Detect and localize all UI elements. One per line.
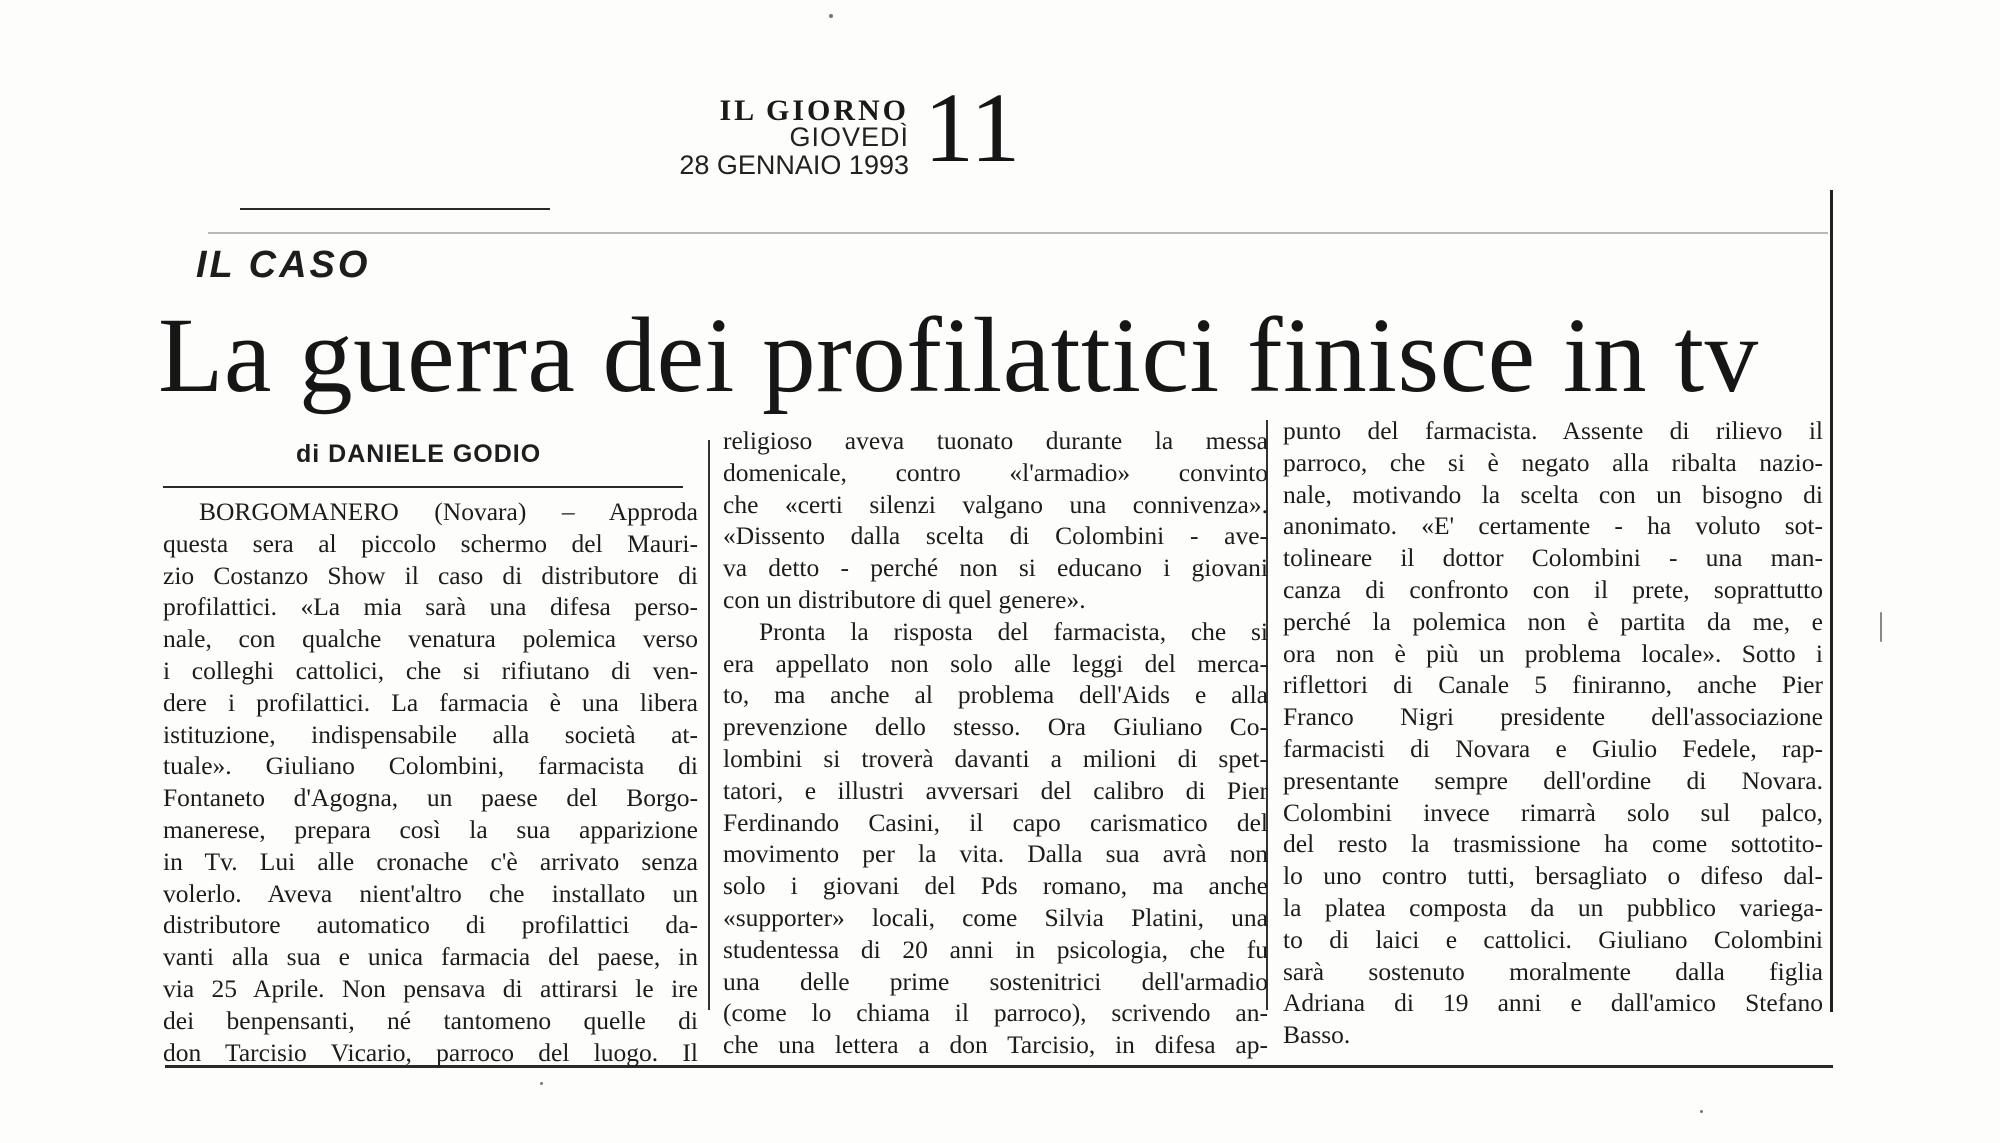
- text-line: don Tarcisio Vicario, parroco del luogo. Il: [163, 1037, 698, 1067]
- scan-speck: [1700, 1110, 1703, 1113]
- text-line: via 25 Aprile. Non pensava di attirarsi le ire: [163, 973, 698, 1003]
- top-short-rule: [240, 208, 550, 210]
- section-rubric: IL CASO: [196, 244, 371, 286]
- text-line: punto del farmacista. Assente di rilievo il: [1283, 416, 1823, 445]
- text-line: parroco, che si è negato alla ribalta nazio-: [1283, 447, 1823, 477]
- text-line: volerlo. Aveva nient'altro che installato un: [163, 878, 698, 908]
- masthead: [640, 72, 1021, 198]
- text-line: «Dissento dalla scelta di Colombini - ave-: [723, 521, 1268, 551]
- text-line: che «certi silenzi valgano una connivenza».: [723, 489, 1268, 519]
- text-line: Adriana di 19 anni e dall'amico Stefano: [1283, 988, 1823, 1018]
- text-line: sarà sostenuto moralmente dalla figlia: [1283, 956, 1823, 986]
- article-column-2: [723, 425, 1268, 1061]
- page-number: 11: [924, 72, 1021, 183]
- text-line: i colleghi cattolici, che si rifiutano di ven-: [163, 655, 698, 685]
- text-line: una delle prime sostenitrici dell'armadio: [723, 966, 1268, 996]
- text-line: solo i giovani del Pds romano, ma anche: [723, 871, 1268, 901]
- text-line: studentessa di 20 anni in psicologia, che fu: [723, 934, 1268, 964]
- text-line: va detto - perché non si educano i giovani: [723, 553, 1268, 583]
- section-rule: [208, 232, 1828, 234]
- text-line: canza di confronto con il prete, soprattutto: [1283, 574, 1823, 604]
- issue-date: 28 GENNAIO 1993: [679, 150, 909, 180]
- text-line: tatori, e illustri avversari del calibro di Pier: [723, 775, 1268, 805]
- text-line: Fontaneto d'Agogna, un paese del Borgo-: [163, 783, 698, 813]
- text-line: del resto la trasmissione ha come sottotito-: [1283, 829, 1823, 859]
- text-line: anonimato. «E' certamente - ha voluto sot-: [1283, 511, 1823, 541]
- text-line: presentante sempre dell'ordine di Novara.: [1283, 765, 1823, 795]
- text-line: questa sera al piccolo schermo del Mauri-: [163, 528, 698, 558]
- text-line: zio Costanzo Show il caso di distributore di: [163, 560, 698, 590]
- text-line: vanti alla sua e unica farmacia del paese, in: [163, 942, 698, 972]
- text-line: domenicale, contro «l'armadio» convinto: [723, 457, 1268, 487]
- byline-rule: [163, 486, 683, 488]
- text-line: to, ma anche al problema dell'Aids e alla: [723, 680, 1268, 710]
- text-line: profilattici. «La mia sarà una difesa perso-: [163, 592, 698, 622]
- text-line: «supporter» locali, come Silvia Platini, una: [723, 902, 1268, 932]
- text-line: manerese, prepara così la sua apparizione: [163, 814, 698, 844]
- text-line: to di laici e cattolici. Giuliano Colombini: [1283, 924, 1823, 954]
- text-line: tuale». Giuliano Colombini, farmacista di: [163, 751, 698, 781]
- text-line: Ferdinando Casini, il capo carismatico del: [723, 807, 1268, 837]
- issue-weekday: GIOVEDÌ: [789, 122, 909, 152]
- text-line: in Tv. Lui alle cronache c'è arrivato senza: [163, 846, 698, 876]
- text-line: ora non è più un problema locale». Sotto i: [1283, 638, 1823, 668]
- text-line: lombini si troverà davanti a milioni di spet-: [723, 743, 1268, 773]
- text-line: con un distributore di quel genere».: [723, 584, 1086, 614]
- article-column-1: [163, 496, 698, 1068]
- text-line: era appellato non solo alle leggi del merca-: [723, 648, 1268, 678]
- text-line: BORGOMANERO (Novara) – Approda: [199, 497, 698, 526]
- text-line: tolineare il dottor Colombini - una man-: [1283, 543, 1823, 573]
- text-line: lo uno contro tutti, bersagliato o difeso dal-: [1283, 861, 1823, 891]
- text-line: Colombini invece rimarrà solo sul palco,: [1283, 797, 1823, 827]
- column-separator-1: [708, 440, 710, 1010]
- text-line: religioso aveva tuonato durante la messa: [723, 426, 1268, 455]
- right-frame-line: [1830, 190, 1833, 1012]
- byline: di DANIELE GODIO: [296, 440, 542, 468]
- text-line: Basso.: [1283, 1020, 1351, 1050]
- text-line: la platea composta da un pubblico variega-: [1283, 892, 1823, 922]
- text-line: istituzione, indispensabile alla società at-: [163, 719, 698, 749]
- text-line: Pronta la risposta del farmacista, che si: [759, 616, 1268, 646]
- text-line: dere i profilattici. La farmacia è una libera: [163, 687, 698, 717]
- text-line: che una lettera a don Tarcisio, in difesa ap-: [723, 1030, 1268, 1060]
- scan-speck: [1880, 612, 1882, 642]
- text-line: distributore automatico di profilattici da-: [163, 910, 698, 940]
- text-line: nale, con qualche venatura polemica verso: [163, 624, 698, 654]
- text-line: movimento per la vita. Dalla sua avrà non: [723, 839, 1268, 869]
- text-line: Franco Nigri presidente dell'associazione: [1283, 702, 1823, 732]
- text-line: prevenzione dello stesso. Ora Giuliano Co-: [723, 712, 1268, 742]
- headline: La guerra dei profilattici finisce in tv: [158, 297, 1759, 415]
- text-line: riflettori di Canale 5 finiranno, anche Pier: [1283, 670, 1823, 700]
- newspaper-name: IL GIORNO: [719, 94, 909, 127]
- scan-speck: [540, 1082, 543, 1085]
- text-line: (come lo chiama il parroco), scrivendo an-: [723, 998, 1268, 1028]
- scan-speck: [829, 14, 833, 18]
- text-line: farmacisti di Novara e Giulio Fedele, rap-: [1283, 733, 1823, 763]
- text-line: nale, motivando la scelta con un bisogno di: [1283, 479, 1823, 509]
- text-line: perché la polemica non è partita da me, e: [1283, 606, 1823, 636]
- article-column-3: [1283, 415, 1823, 1051]
- text-line: dei benpensanti, né tantomeno quelle di: [163, 1005, 698, 1035]
